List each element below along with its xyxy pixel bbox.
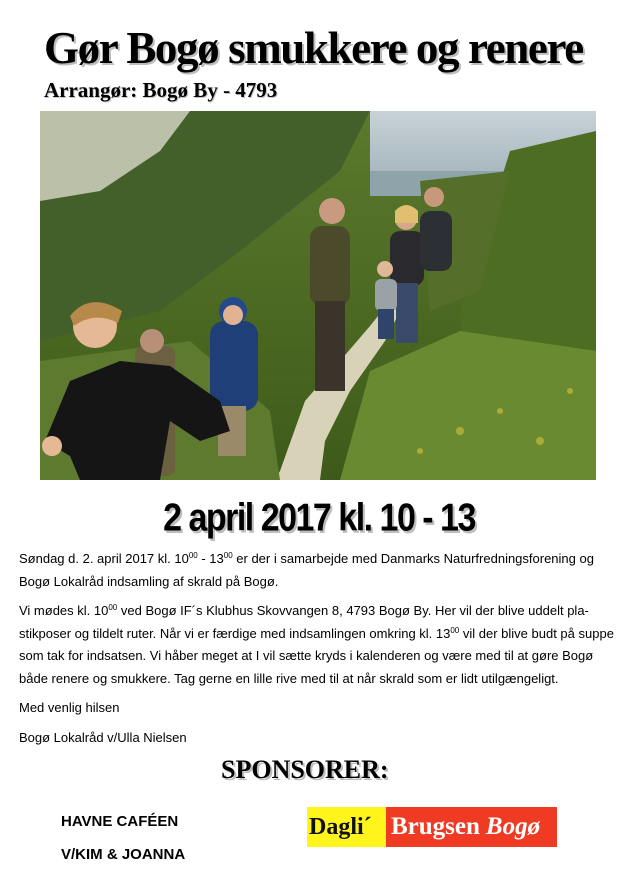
sponsors-heading: SPONSORER: [221, 755, 389, 784]
organizer-line: Arrangør: Bogø By - 4793 [44, 78, 278, 102]
body-text [19, 548, 625, 756]
dagli-brugsen-logo [307, 807, 557, 847]
greeting: Med venlig hilsen [19, 700, 120, 715]
sponsor-havne-cafeen: HAVNE CAFÉEN [61, 813, 179, 830]
sponsor-havne-cafeen-owners: V/KIM & JOANNA [61, 846, 186, 863]
logo-dagli-part: Dagli´ [307, 807, 386, 847]
logo-brugsen-part: Brugsen Bogø [386, 807, 557, 847]
poster-title: Gør Bogø smukkere og renere [44, 23, 583, 73]
event-date-heading: 2 april 2017 kl. 10 - 13 [163, 496, 475, 540]
event-photo [40, 111, 596, 480]
signature: Bogø Lokalråd v/Ulla Nielsen [19, 729, 187, 745]
intro-paragraph: Søndag d. 2. april 2017 kl. $10^{00} - 13^{00}$ er der i samarbejde med Danmarks Naturfredningsforening og Bogø Lokalråd indsamling af skrald på Bogø. [19, 551, 594, 589]
details-paragraph: Vi mødes kl. $10^{00}$ ved Bogø IF´s Klubhus Skovvangen 8, 4793 Bogø By. Her vil der blive uddelt pla-stikposer og tildelt ruter. Når vi er færdige med indsamlingen omkring kl. $13^{00}$ vil der blive budt på suppe som tak for indsatsen. Vi håber meget at I vil sætte kryds i kalenderen og være med til at gøre Bogø både renere og smukkere. Tag gerne en lille rive med til at når skrald som er lidt utilgængeligt. [19, 603, 614, 686]
